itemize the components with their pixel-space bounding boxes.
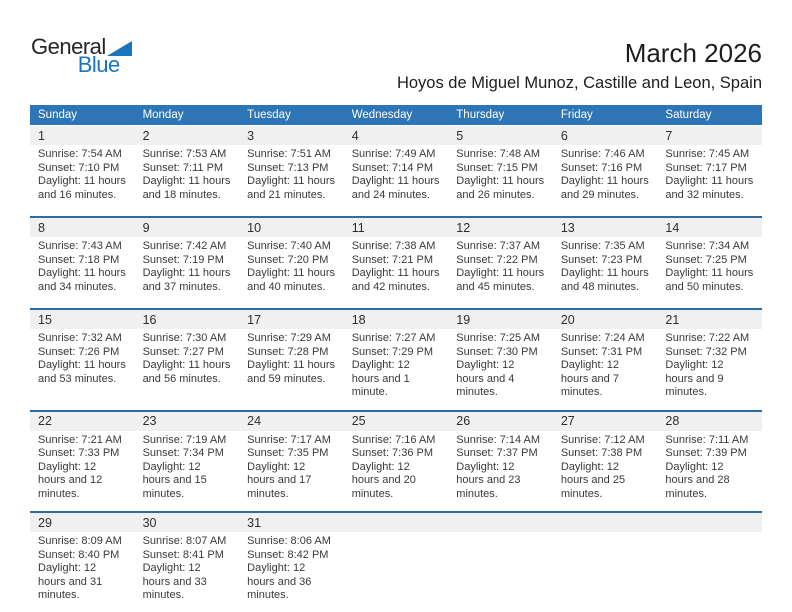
daylight-text: Daylight: 11 hours and 18 minutes. xyxy=(142,175,231,201)
calendar-body xyxy=(30,126,762,612)
sunrise-text: Sunrise: 7:22 AM xyxy=(665,332,750,344)
day-number: 15 xyxy=(38,312,52,327)
day-number-band xyxy=(30,310,762,329)
day-cell xyxy=(657,145,762,216)
sunrise-text: Sunrise: 7:16 AM xyxy=(351,433,436,446)
day-cell xyxy=(30,532,135,612)
day-cell xyxy=(30,237,135,308)
day-number-band xyxy=(30,218,762,237)
day-cell xyxy=(448,431,553,512)
sunrise-text: Sunrise: 7:11 AM xyxy=(665,433,749,446)
sunrise-text: Sunrise: 7:51 AM xyxy=(247,148,331,160)
sunrise-text: Sunrise: 7:14 AM xyxy=(456,433,541,446)
day-number: 12 xyxy=(456,220,471,235)
day-cell xyxy=(135,145,240,216)
daylight-text: Daylight: 11 hours and 16 minutes. xyxy=(38,175,126,201)
day-cell xyxy=(135,532,240,612)
sunrise-text: Sunrise: 7:46 AM xyxy=(560,148,645,160)
sunrise-text: Sunrise: 8:06 AM xyxy=(247,535,331,547)
sunset-text: Sunset: 7:36 PM xyxy=(351,447,434,459)
daylight-text: Daylight: 11 hours and 34 minutes. xyxy=(38,267,126,293)
day-cell xyxy=(553,145,658,216)
sunrise-text: Sunrise: 7:38 AM xyxy=(351,240,436,252)
day-info-band xyxy=(30,237,762,308)
sunrise-text: Sunrise: 7:43 AM xyxy=(38,240,122,252)
sunset-text: Sunset: 7:17 PM xyxy=(665,161,747,174)
day-number: 8 xyxy=(38,220,45,235)
day-cell xyxy=(30,329,135,410)
location-subtitle: Hoyos de Miguel Munoz, Castille and Leon, Spain xyxy=(396,74,762,92)
day-info-band xyxy=(30,145,762,216)
daylight-text: Daylight: 11 hours and 26 minutes. xyxy=(456,175,545,201)
day-number: 10 xyxy=(247,220,262,235)
sunset-text: Sunset: 7:26 PM xyxy=(38,345,120,358)
day-number: 28 xyxy=(665,414,680,428)
sunrise-text: Sunrise: 7:17 AM xyxy=(247,433,331,446)
weekday-header-friday: Friday xyxy=(560,109,593,121)
sunset-text: Sunset: 7:39 PM xyxy=(665,447,747,459)
sunset-text: Sunset: 7:18 PM xyxy=(38,253,120,266)
daylight-text: Daylight: 12 hours and 9 minutes. xyxy=(665,359,724,398)
day-number: 11 xyxy=(351,220,365,235)
sunrise-text: Sunrise: 7:27 AM xyxy=(351,332,436,344)
sunrise-text: Sunrise: 7:32 AM xyxy=(38,332,122,344)
sunrise-text: Sunrise: 7:48 AM xyxy=(456,148,541,160)
day-cell xyxy=(657,532,762,612)
week-row xyxy=(30,216,762,308)
day-cell xyxy=(344,145,449,216)
day-number: 17 xyxy=(247,312,262,327)
day-cell xyxy=(30,431,135,512)
week-row xyxy=(30,511,762,612)
day-number: 29 xyxy=(38,515,52,530)
daylight-text: Daylight: 11 hours and 59 minutes. xyxy=(247,359,335,385)
day-number: 9 xyxy=(142,220,150,235)
logo-blue-text: Blue xyxy=(77,52,120,77)
weekday-header-wednesday: Wednesday xyxy=(351,109,413,121)
sunset-text: Sunset: 7:14 PM xyxy=(351,161,434,174)
sunset-text: Sunset: 7:22 PM xyxy=(456,253,538,266)
sunset-text: Sunset: 8:41 PM xyxy=(142,548,224,561)
sunset-text: Sunset: 7:16 PM xyxy=(560,161,643,174)
daylight-text: Daylight: 12 hours and 25 minutes. xyxy=(560,460,626,500)
daylight-text: Daylight: 12 hours and 36 minutes. xyxy=(247,562,312,601)
day-number: 14 xyxy=(665,220,680,235)
sunrise-text: Sunrise: 7:34 AM xyxy=(665,240,750,252)
daylight-text: Daylight: 12 hours and 17 minutes. xyxy=(247,460,312,500)
day-number: 22 xyxy=(38,414,52,428)
calendar-table xyxy=(30,105,762,612)
day-number: 26 xyxy=(456,414,471,428)
sunrise-text: Sunrise: 7:49 AM xyxy=(351,148,436,160)
day-number: 4 xyxy=(351,128,359,143)
sunrise-text: Sunrise: 7:12 AM xyxy=(560,433,645,446)
week-row xyxy=(30,126,762,216)
daylight-text: Daylight: 11 hours and 56 minutes. xyxy=(142,359,231,385)
day-cell xyxy=(344,237,449,308)
day-number: 25 xyxy=(351,414,366,428)
sunset-text: Sunset: 7:19 PM xyxy=(142,253,224,266)
sunset-text: Sunset: 7:31 PM xyxy=(560,345,643,358)
day-cell xyxy=(344,329,449,410)
day-cell xyxy=(239,329,344,410)
day-info-band xyxy=(30,431,762,512)
daylight-text: Daylight: 11 hours and 21 minutes. xyxy=(247,175,335,201)
sunset-text: Sunset: 7:33 PM xyxy=(38,447,120,459)
day-cell xyxy=(448,329,553,410)
weekday-header-thursday: Thursday xyxy=(456,109,505,121)
day-number: 19 xyxy=(456,312,471,327)
daylight-text: Daylight: 12 hours and 1 minute. xyxy=(351,359,410,398)
daylight-text: Daylight: 12 hours and 12 minutes. xyxy=(38,460,103,500)
sunset-text: Sunset: 8:40 PM xyxy=(38,548,120,561)
day-cell xyxy=(657,329,762,410)
general-blue-logo xyxy=(31,36,132,76)
sunset-text: Sunset: 7:30 PM xyxy=(456,345,538,358)
sunrise-text: Sunrise: 7:45 AM xyxy=(665,148,750,160)
sunset-text: Sunset: 8:42 PM xyxy=(247,548,329,561)
day-number-band xyxy=(30,513,762,532)
sunset-text: Sunset: 7:37 PM xyxy=(456,447,538,459)
day-cell xyxy=(344,532,449,612)
page-title: March 2026 xyxy=(624,38,762,68)
sunrise-text: Sunrise: 7:24 AM xyxy=(560,332,645,344)
daylight-text: Daylight: 11 hours and 32 minutes. xyxy=(665,175,754,201)
day-cell xyxy=(239,431,344,512)
logo-general-text: General xyxy=(31,34,106,59)
day-number: 27 xyxy=(560,414,575,428)
day-cell xyxy=(553,431,658,512)
day-cell xyxy=(448,237,553,308)
day-cell xyxy=(448,145,553,216)
sunrise-text: Sunrise: 7:42 AM xyxy=(142,240,227,252)
day-number: 24 xyxy=(247,414,262,428)
daylight-text: Daylight: 11 hours and 50 minutes. xyxy=(665,267,754,293)
daylight-text: Daylight: 12 hours and 28 minutes. xyxy=(665,460,730,500)
day-cell xyxy=(135,237,240,308)
sunset-text: Sunset: 7:27 PM xyxy=(142,345,224,358)
day-number: 21 xyxy=(665,312,680,327)
day-cell xyxy=(135,329,240,410)
sunrise-text: Sunrise: 7:53 AM xyxy=(142,148,227,160)
weekday-header-tuesday: Tuesday xyxy=(247,109,291,121)
sunset-text: Sunset: 7:28 PM xyxy=(247,345,329,358)
sunset-text: Sunset: 7:23 PM xyxy=(560,253,643,266)
daylight-text: Daylight: 11 hours and 45 minutes. xyxy=(456,267,545,293)
daylight-text: Daylight: 12 hours and 33 minutes. xyxy=(142,562,207,601)
sunset-text: Sunset: 7:29 PM xyxy=(351,345,434,358)
sunset-text: Sunset: 7:21 PM xyxy=(351,253,434,266)
sunrise-text: Sunrise: 7:30 AM xyxy=(142,332,227,344)
day-cell xyxy=(344,431,449,512)
day-cell xyxy=(448,532,553,612)
day-number: 7 xyxy=(665,128,673,143)
day-number: 31 xyxy=(247,515,262,530)
day-cell xyxy=(553,237,658,308)
daylight-text: Daylight: 11 hours and 24 minutes. xyxy=(351,175,440,201)
sunrise-text: Sunrise: 7:37 AM xyxy=(456,240,541,252)
daylight-text: Daylight: 12 hours and 4 minutes. xyxy=(456,359,515,398)
sunset-text: Sunset: 7:15 PM xyxy=(456,161,538,174)
sunrise-text: Sunrise: 7:19 AM xyxy=(142,433,227,446)
day-cell xyxy=(657,431,762,512)
sunrise-text: Sunrise: 7:35 AM xyxy=(560,240,645,252)
day-number: 13 xyxy=(560,220,575,235)
daylight-text: Daylight: 11 hours and 29 minutes. xyxy=(560,175,649,201)
sunset-text: Sunset: 7:32 PM xyxy=(665,345,747,358)
day-number: 30 xyxy=(142,515,157,530)
day-cell xyxy=(239,532,344,612)
day-number-band xyxy=(30,126,762,145)
sunset-text: Sunset: 7:13 PM xyxy=(247,161,329,174)
sunset-text: Sunset: 7:35 PM xyxy=(247,447,329,459)
weekday-header-sunday: Sunday xyxy=(38,109,78,121)
day-cell xyxy=(30,145,135,216)
daylight-text: Daylight: 12 hours and 7 minutes. xyxy=(560,359,619,398)
sunrise-text: Sunrise: 7:25 AM xyxy=(456,332,541,344)
week-row xyxy=(30,308,762,410)
day-number: 6 xyxy=(560,128,568,143)
weekday-header-monday: Monday xyxy=(142,109,184,121)
daylight-text: Daylight: 12 hours and 31 minutes. xyxy=(38,562,103,601)
sunset-text: Sunset: 7:11 PM xyxy=(142,161,224,174)
daylight-text: Daylight: 11 hours and 40 minutes. xyxy=(247,267,335,293)
day-cell xyxy=(553,532,658,612)
week-row xyxy=(30,410,762,512)
sunrise-text: Sunrise: 8:07 AM xyxy=(142,535,227,547)
day-number: 23 xyxy=(142,414,157,428)
day-info-band xyxy=(30,532,762,612)
day-number: 18 xyxy=(351,312,366,327)
sunrise-text: Sunrise: 8:09 AM xyxy=(38,535,122,547)
weekday-header-row xyxy=(30,105,762,125)
sunrise-text: Sunrise: 7:29 AM xyxy=(247,332,331,344)
day-info-band xyxy=(30,329,762,410)
day-cell xyxy=(239,237,344,308)
day-cell xyxy=(135,431,240,512)
day-cell xyxy=(657,237,762,308)
sunrise-text: Sunrise: 7:40 AM xyxy=(247,240,331,252)
sunset-text: Sunset: 7:10 PM xyxy=(38,161,120,174)
daylight-text: Daylight: 12 hours and 15 minutes. xyxy=(142,460,207,500)
sunrise-text: Sunrise: 7:21 AM xyxy=(38,433,122,446)
sunset-text: Sunset: 7:38 PM xyxy=(560,447,643,459)
day-number: 1 xyxy=(38,128,45,143)
sunrise-text: Sunrise: 7:54 AM xyxy=(38,148,122,160)
day-number: 16 xyxy=(142,312,157,327)
day-number: 20 xyxy=(560,312,575,327)
weekday-header-saturday: Saturday xyxy=(665,109,712,121)
daylight-text: Daylight: 11 hours and 37 minutes. xyxy=(142,267,231,293)
sunset-text: Sunset: 7:25 PM xyxy=(665,253,747,266)
day-number: 3 xyxy=(247,128,255,143)
day-number-band xyxy=(30,412,762,431)
day-cell xyxy=(553,329,658,410)
daylight-text: Daylight: 12 hours and 23 minutes. xyxy=(456,460,521,500)
day-cell xyxy=(239,145,344,216)
sunset-text: Sunset: 7:34 PM xyxy=(142,447,224,459)
day-number: 2 xyxy=(142,128,150,143)
daylight-text: Daylight: 12 hours and 20 minutes. xyxy=(351,460,416,500)
daylight-text: Daylight: 11 hours and 48 minutes. xyxy=(560,267,649,293)
sunset-text: Sunset: 7:20 PM xyxy=(247,253,329,266)
daylight-text: Daylight: 11 hours and 53 minutes. xyxy=(38,359,126,385)
daylight-text: Daylight: 11 hours and 42 minutes. xyxy=(351,267,440,293)
day-number: 5 xyxy=(456,128,464,143)
